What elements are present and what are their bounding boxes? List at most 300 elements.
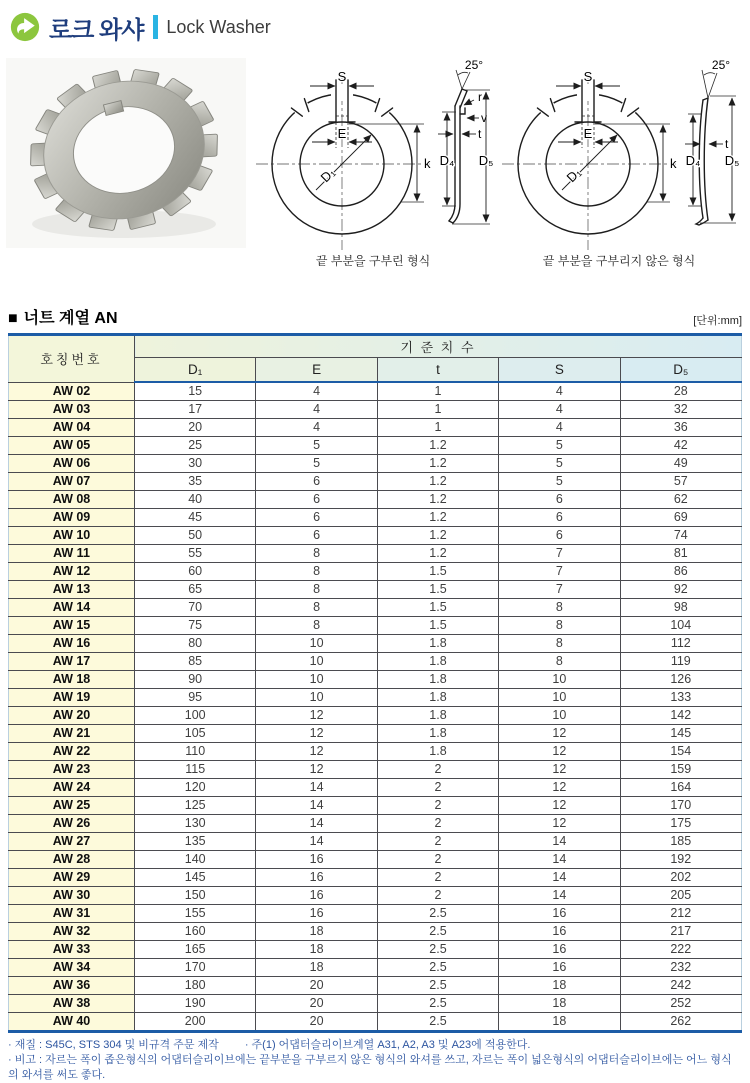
row-value: 4	[499, 382, 620, 401]
row-value: 12	[256, 725, 377, 743]
row-value: 8	[256, 581, 377, 599]
row-value: 130	[135, 815, 256, 833]
row-value: 16	[256, 869, 377, 887]
row-value: 16	[256, 851, 377, 869]
row-designation: AW 34	[9, 959, 135, 977]
row-value: 60	[135, 563, 256, 581]
row-value: 12	[499, 761, 620, 779]
row-value: 1.8	[377, 635, 498, 653]
row-designation: AW 23	[9, 761, 135, 779]
row-value: 16	[499, 905, 620, 923]
row-value: 1.8	[377, 653, 498, 671]
row-designation: AW 13	[9, 581, 135, 599]
side-view	[685, 58, 739, 225]
row-value: 155	[135, 905, 256, 923]
designation-header: 호칭번호	[9, 335, 135, 383]
table-row	[9, 797, 742, 815]
row-value: 32	[620, 401, 741, 419]
group-header: 기 준 치 수	[135, 335, 742, 358]
row-value: 12	[499, 797, 620, 815]
table-row	[9, 545, 742, 563]
row-value: 81	[620, 545, 741, 563]
table-row	[9, 491, 742, 509]
row-designation: AW 02	[9, 382, 135, 401]
row-value: 10	[499, 689, 620, 707]
table-row	[9, 977, 742, 995]
row-value: 92	[620, 581, 741, 599]
row-value: 6	[499, 491, 620, 509]
table-row	[9, 761, 742, 779]
row-value: 115	[135, 761, 256, 779]
dim-label-e: E	[583, 126, 593, 141]
row-value: 170	[620, 797, 741, 815]
table-row	[9, 419, 742, 437]
row-value: 2	[377, 779, 498, 797]
row-value: 2.5	[377, 941, 498, 959]
dim-label-d1: D₁	[563, 164, 584, 186]
row-designation: AW 16	[9, 635, 135, 653]
dim-label-r: r	[478, 90, 482, 104]
table-row	[9, 833, 742, 851]
row-value: 8	[499, 599, 620, 617]
arrow-circle-icon	[10, 12, 40, 42]
table-row	[9, 725, 742, 743]
row-value: 2	[377, 833, 498, 851]
row-designation: AW 30	[9, 887, 135, 905]
row-designation: AW 36	[9, 977, 135, 995]
row-value: 252	[620, 995, 741, 1013]
row-value: 75	[135, 617, 256, 635]
table-row	[9, 815, 742, 833]
row-value: 8	[499, 653, 620, 671]
row-value: 20	[256, 977, 377, 995]
row-value: 105	[135, 725, 256, 743]
row-value: 1	[377, 382, 498, 401]
table-row	[9, 743, 742, 761]
row-value: 125	[135, 797, 256, 815]
front-view	[256, 69, 431, 250]
row-value: 145	[620, 725, 741, 743]
table-row	[9, 869, 742, 887]
row-value: 110	[135, 743, 256, 761]
row-value: 1.2	[377, 455, 498, 473]
table-row	[9, 887, 742, 905]
table-row	[9, 635, 742, 653]
row-value: 202	[620, 869, 741, 887]
table-row	[9, 689, 742, 707]
row-value: 18	[499, 1013, 620, 1032]
page-subtitle: Lock Washer	[166, 16, 271, 37]
row-value: 10	[256, 689, 377, 707]
row-value: 160	[135, 923, 256, 941]
dim-label-t: t	[478, 127, 482, 141]
row-value: 10	[256, 671, 377, 689]
row-value: 1.8	[377, 707, 498, 725]
row-designation: AW 28	[9, 851, 135, 869]
footnote-line1	[8, 1038, 742, 1053]
row-value: 69	[620, 509, 741, 527]
row-value: 5	[499, 473, 620, 491]
row-value: 2	[377, 851, 498, 869]
row-value: 50	[135, 527, 256, 545]
row-value: 192	[620, 851, 741, 869]
row-value: 12	[499, 779, 620, 797]
table-row	[9, 671, 742, 689]
row-value: 150	[135, 887, 256, 905]
row-value: 6	[256, 491, 377, 509]
row-value: 18	[499, 995, 620, 1013]
column-header-d5: D₅	[620, 358, 741, 383]
row-value: 80	[135, 635, 256, 653]
row-value: 135	[135, 833, 256, 851]
row-value: 1.2	[377, 473, 498, 491]
row-value: 1.2	[377, 437, 498, 455]
row-value: 1.2	[377, 491, 498, 509]
row-value: 2	[377, 869, 498, 887]
row-value: 7	[499, 581, 620, 599]
row-value: 86	[620, 563, 741, 581]
row-value: 14	[256, 815, 377, 833]
row-value: 14	[499, 851, 620, 869]
row-value: 18	[256, 941, 377, 959]
dim-label-v: v	[481, 111, 487, 125]
diagram-straight-caption: 끝 부분을 구부리지 않은 형식	[542, 254, 696, 268]
dim-label-k: k	[670, 156, 677, 171]
row-designation: AW 21	[9, 725, 135, 743]
row-value: 212	[620, 905, 741, 923]
table-row	[9, 1013, 742, 1032]
row-value: 133	[620, 689, 741, 707]
row-value: 10	[499, 671, 620, 689]
row-value: 8	[499, 635, 620, 653]
row-value: 98	[620, 599, 741, 617]
row-value: 74	[620, 527, 741, 545]
row-value: 104	[620, 617, 741, 635]
row-value: 126	[620, 671, 741, 689]
table-row	[9, 563, 742, 581]
row-value: 2	[377, 887, 498, 905]
row-value: 16	[256, 887, 377, 905]
row-value: 100	[135, 707, 256, 725]
dim-label-angle: 25°	[464, 58, 484, 72]
row-value: 2	[377, 761, 498, 779]
front-view	[502, 69, 677, 250]
row-value: 1.2	[377, 545, 498, 563]
row-value: 15	[135, 382, 256, 401]
row-designation: AW 14	[9, 599, 135, 617]
row-value: 4	[499, 401, 620, 419]
row-value: 5	[256, 437, 377, 455]
column-header-e: E	[256, 358, 377, 383]
row-value: 4	[256, 382, 377, 401]
row-value: 5	[499, 437, 620, 455]
page-title: 로크 와샤	[49, 16, 144, 44]
row-value: 1.8	[377, 671, 498, 689]
dim-label-d4: D₄	[685, 153, 701, 168]
table-row	[9, 437, 742, 455]
row-value: 20	[256, 995, 377, 1013]
row-designation: AW 12	[9, 563, 135, 581]
dim-label-t: t	[725, 137, 729, 151]
table-row	[9, 473, 742, 491]
dim-label-d1: D₁	[317, 164, 338, 186]
row-value: 159	[620, 761, 741, 779]
row-value: 90	[135, 671, 256, 689]
row-designation: AW 26	[9, 815, 135, 833]
row-value: 5	[499, 455, 620, 473]
row-designation: AW 25	[9, 797, 135, 815]
row-value: 232	[620, 959, 741, 977]
row-value: 16	[256, 905, 377, 923]
table-row	[9, 851, 742, 869]
row-designation: AW 38	[9, 995, 135, 1013]
row-designation: AW 03	[9, 401, 135, 419]
row-value: 222	[620, 941, 741, 959]
row-value: 14	[499, 869, 620, 887]
row-designation: AW 31	[9, 905, 135, 923]
row-value: 4	[499, 419, 620, 437]
row-value: 205	[620, 887, 741, 905]
table-row	[9, 995, 742, 1013]
row-value: 6	[256, 509, 377, 527]
row-value: 6	[256, 527, 377, 545]
row-value: 12	[256, 743, 377, 761]
row-value: 16	[499, 941, 620, 959]
row-value: 70	[135, 599, 256, 617]
row-value: 8	[256, 617, 377, 635]
dim-label-s: S	[337, 69, 347, 84]
row-value: 14	[256, 779, 377, 797]
title-divider	[153, 15, 158, 39]
table-row	[9, 401, 742, 419]
row-value: 8	[499, 617, 620, 635]
row-value: 12	[256, 707, 377, 725]
lock-washer-photo	[4, 56, 250, 271]
row-value: 62	[620, 491, 741, 509]
row-designation: AW 27	[9, 833, 135, 851]
row-value: 180	[135, 977, 256, 995]
row-designation: AW 22	[9, 743, 135, 761]
row-value: 242	[620, 977, 741, 995]
row-value: 4	[256, 419, 377, 437]
table-row	[9, 959, 742, 977]
row-value: 10	[499, 707, 620, 725]
row-designation: AW 19	[9, 689, 135, 707]
row-value: 1.5	[377, 617, 498, 635]
row-value: 140	[135, 851, 256, 869]
row-value: 6	[256, 473, 377, 491]
row-value: 1.5	[377, 599, 498, 617]
column-header-t: t	[377, 358, 498, 383]
row-value: 30	[135, 455, 256, 473]
row-value: 2.5	[377, 977, 498, 995]
remark-note: · 비고 : 자르는 폭이 좁은형식의 어댑터슬리이브에는 끝부분을 구부르지 않은 형식의 와셔를 쓰고, 자르는 폭이 넓은형식의 어댑터슬리이브에는 어느 형식의 와셔를 써도 좋다.	[8, 1054, 732, 1081]
dim-label-d5: D₅	[724, 153, 740, 168]
dim-label-k: k	[424, 156, 431, 171]
row-value: 120	[135, 779, 256, 797]
table-row	[9, 455, 742, 473]
table-row	[9, 527, 742, 545]
row-designation: AW 04	[9, 419, 135, 437]
row-value: 7	[499, 563, 620, 581]
row-designation: AW 08	[9, 491, 135, 509]
row-value: 2.5	[377, 905, 498, 923]
material-note: · 재질 : S45C, STS 304 및 비규격 주문 제작	[8, 1039, 219, 1051]
row-value: 164	[620, 779, 741, 797]
row-value: 170	[135, 959, 256, 977]
row-value: 36	[620, 419, 741, 437]
row-value: 165	[135, 941, 256, 959]
row-value: 262	[620, 1013, 741, 1032]
dim-label-d4: D₄	[439, 153, 455, 168]
row-value: 12	[256, 761, 377, 779]
row-value: 14	[256, 833, 377, 851]
row-designation: AW 10	[9, 527, 135, 545]
row-value: 1.2	[377, 509, 498, 527]
dim-label-angle: 25°	[711, 58, 731, 72]
column-header-s: S	[499, 358, 620, 383]
square-bullet-icon: ■	[8, 310, 18, 327]
row-value: 16	[499, 959, 620, 977]
dim-label-e: E	[337, 126, 347, 141]
table-row	[9, 617, 742, 635]
row-value: 20	[135, 419, 256, 437]
row-value: 12	[499, 815, 620, 833]
row-value: 20	[256, 1013, 377, 1032]
row-value: 14	[499, 833, 620, 851]
row-value: 42	[620, 437, 741, 455]
section-header	[8, 305, 742, 328]
diagram-straight-type	[496, 56, 742, 271]
row-designation: AW 40	[9, 1013, 135, 1032]
row-value: 14	[256, 797, 377, 815]
row-value: 18	[256, 959, 377, 977]
section-title-text: 너트 계열 AN	[23, 310, 118, 327]
row-designation: AW 09	[9, 509, 135, 527]
row-value: 40	[135, 491, 256, 509]
figures-row	[0, 56, 750, 271]
diagram-bent-type	[250, 56, 496, 271]
spec-table	[8, 333, 742, 1033]
row-designation: AW 05	[9, 437, 135, 455]
dim-label-d5: D₅	[478, 153, 494, 168]
row-value: 10	[256, 635, 377, 653]
table-row	[9, 941, 742, 959]
row-designation: AW 33	[9, 941, 135, 959]
row-value: 2.5	[377, 995, 498, 1013]
row-value: 8	[256, 545, 377, 563]
row-designation: AW 20	[9, 707, 135, 725]
table-row	[9, 599, 742, 617]
row-value: 17	[135, 401, 256, 419]
side-view	[438, 58, 493, 224]
row-designation: AW 06	[9, 455, 135, 473]
row-designation: AW 32	[9, 923, 135, 941]
row-value: 1.5	[377, 563, 498, 581]
row-value: 6	[499, 509, 620, 527]
row-value: 7	[499, 545, 620, 563]
row-value: 28	[620, 382, 741, 401]
application-note: · 주(1) 어댑터슬리이브계열 A31, A2, A3 및 A23에 적용한다.	[244, 1039, 531, 1051]
table-header	[9, 335, 742, 383]
row-value: 1.5	[377, 581, 498, 599]
table-row	[9, 581, 742, 599]
table-body	[9, 382, 742, 1032]
row-value: 14	[499, 887, 620, 905]
table-row	[9, 382, 742, 401]
footnotes	[8, 1038, 742, 1083]
row-value: 10	[256, 653, 377, 671]
row-value: 2	[377, 797, 498, 815]
row-value: 25	[135, 437, 256, 455]
table-row	[9, 653, 742, 671]
row-value: 5	[256, 455, 377, 473]
diagram-straight-drawing	[496, 56, 742, 252]
row-value: 12	[499, 743, 620, 761]
row-value: 217	[620, 923, 741, 941]
row-designation: AW 24	[9, 779, 135, 797]
row-value: 8	[256, 599, 377, 617]
lock-washer-photo-drawing	[4, 56, 250, 252]
row-value: 55	[135, 545, 256, 563]
row-designation: AW 07	[9, 473, 135, 491]
section-title	[8, 305, 118, 328]
row-value: 2.5	[377, 923, 498, 941]
row-value: 2	[377, 815, 498, 833]
row-value: 1.2	[377, 527, 498, 545]
row-value: 1	[377, 401, 498, 419]
row-value: 1.8	[377, 725, 498, 743]
table-row	[9, 779, 742, 797]
row-value: 57	[620, 473, 741, 491]
row-value: 1.8	[377, 689, 498, 707]
table-row	[9, 905, 742, 923]
row-value: 16	[499, 923, 620, 941]
dim-label-s: S	[583, 69, 593, 84]
row-value: 154	[620, 743, 741, 761]
row-value: 142	[620, 707, 741, 725]
row-value: 200	[135, 1013, 256, 1032]
page-header	[0, 0, 750, 44]
row-designation: AW 29	[9, 869, 135, 887]
row-value: 190	[135, 995, 256, 1013]
row-value: 4	[256, 401, 377, 419]
row-value: 65	[135, 581, 256, 599]
unit-note: [단위:mm]	[693, 315, 742, 327]
row-value: 1	[377, 419, 498, 437]
column-header-d1: D₁	[135, 358, 256, 383]
row-value: 85	[135, 653, 256, 671]
row-value: 35	[135, 473, 256, 491]
row-value: 2.5	[377, 1013, 498, 1032]
row-value: 49	[620, 455, 741, 473]
row-value: 18	[499, 977, 620, 995]
row-value: 45	[135, 509, 256, 527]
row-designation: AW 17	[9, 653, 135, 671]
row-value: 8	[256, 563, 377, 581]
row-value: 185	[620, 833, 741, 851]
table-row	[9, 509, 742, 527]
diagram-bent-drawing	[250, 56, 496, 252]
row-value: 95	[135, 689, 256, 707]
row-value: 2.5	[377, 959, 498, 977]
row-value: 119	[620, 653, 741, 671]
row-designation: AW 18	[9, 671, 135, 689]
row-value: 6	[499, 527, 620, 545]
row-value: 18	[256, 923, 377, 941]
row-value: 175	[620, 815, 741, 833]
row-value: 145	[135, 869, 256, 887]
